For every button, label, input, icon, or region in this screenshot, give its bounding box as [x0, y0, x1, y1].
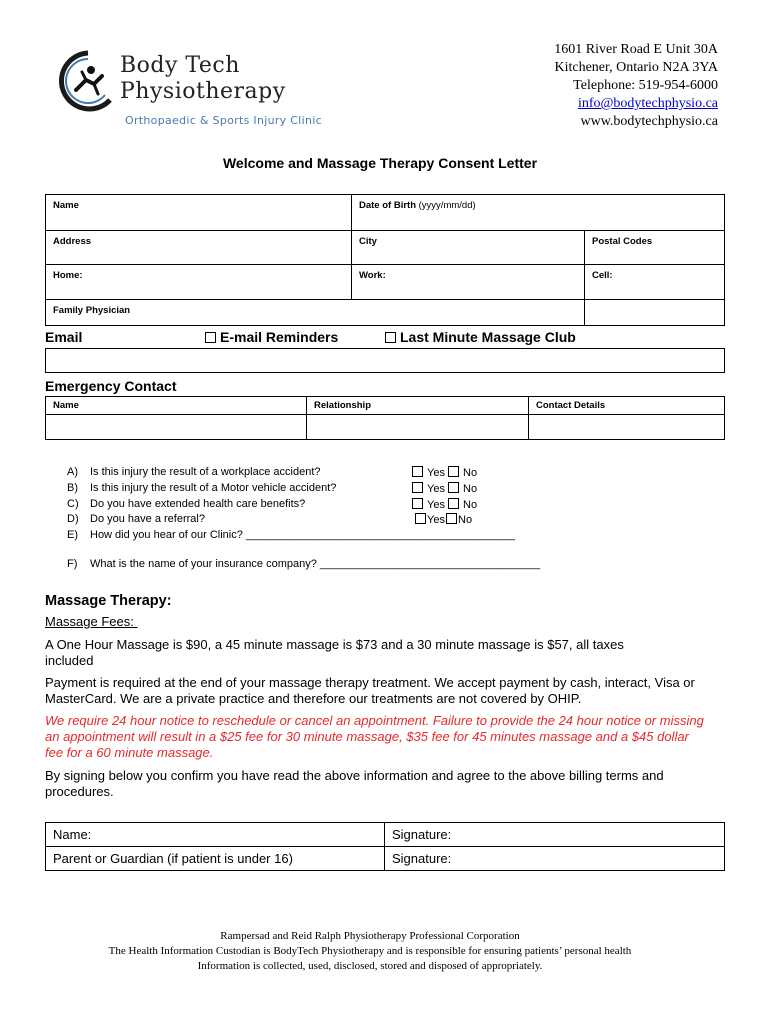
guardian-signature-label: Signature:: [392, 851, 452, 866]
clinic-address: [458, 41, 718, 131]
massage-fees-heading: Massage Fees:: [45, 614, 138, 629]
cancellation-notice: We require 24 hour notice to reschedule or cancel an appointment. Failure to provide the 24 hour notice or missing an appointment will result in a $25 fee for 30 minute massage, $35 fee for 45 minutes massage and a $45 dollar fee for a 60 minute massage.: [45, 713, 704, 760]
massage-fees-text: A One Hour Massage is $90, a 45 minute massage is $73 and a 30 minute massage is $57, all taxes included: [45, 637, 624, 668]
cell-phone-cell[interactable]: [585, 265, 725, 300]
ec-relationship-input[interactable]: [307, 415, 529, 440]
question-a: A) Is this injury the result of a workplace accident?: [67, 466, 321, 478]
yes-checkbox-c[interactable]: [412, 498, 423, 509]
logo-line-1: Body Tech: [120, 53, 240, 78]
clinic-tagline: Orthopaedic & Sports Injury Clinic: [125, 114, 322, 127]
signature-table: [45, 822, 725, 871]
yes-checkbox-a[interactable]: [412, 466, 423, 477]
address-label: Address: [53, 236, 92, 247]
ec-contact-input[interactable]: [529, 415, 725, 440]
no-checkbox-d[interactable]: [446, 513, 457, 524]
ec-contact-header: Contact Details: [529, 397, 725, 415]
email-reminders-checkbox[interactable]: [205, 332, 216, 343]
patient-name-label: Name:: [53, 827, 92, 842]
name-label: Name: [53, 200, 79, 211]
footer-line-1: Rampersad and Reid Ralph Physiotherapy Professional Corporation: [220, 930, 520, 942]
question-b: B) Is this injury the result of a Motor vehicle accident?: [67, 482, 337, 494]
email-input-box[interactable]: [45, 348, 725, 373]
patient-info-table: [45, 194, 725, 326]
ec-name-input[interactable]: [46, 415, 307, 440]
emergency-contact-heading: Emergency Contact: [45, 378, 177, 394]
massage-heading: Massage Therapy:: [45, 593, 172, 609]
no-checkbox-b[interactable]: [448, 482, 459, 493]
answer-a: Yes No: [412, 466, 477, 479]
address-line-1: 1601 River Road E Unit 30A: [554, 42, 718, 57]
question-f[interactable]: F) What is the name of your insurance company? ____________________________________: [67, 558, 541, 570]
logo-line-2: Physiotherapy: [120, 79, 286, 104]
postal-cell[interactable]: [585, 231, 725, 265]
ec-name-header: Name: [46, 397, 307, 415]
footer-line-2: The Health Information Custodian is BodyTech Physiotherapy and is responsible for ensuring patients’ personal health: [108, 945, 632, 957]
page-title: Welcome and Massage Therapy Consent Letter: [222, 155, 538, 171]
work-label: Work:: [359, 270, 386, 281]
last-minute-club-checkbox[interactable]: [385, 332, 396, 343]
ec-relationship-header: Relationship: [307, 397, 529, 415]
guardian-signature-field[interactable]: [385, 847, 725, 871]
last-minute-club-label: Last Minute Massage Club: [400, 329, 576, 345]
telephone: Telephone: 519-954-6000: [573, 78, 718, 93]
question-c: C) Do you have extended health care benefits?: [67, 498, 306, 510]
question-e[interactable]: E) How did you hear of our Clinic? ____________________________________________: [67, 529, 516, 541]
patient-signature-label: Signature:: [392, 827, 452, 842]
name-cell[interactable]: [46, 195, 352, 231]
email-label: Email: [45, 329, 83, 345]
guardian-label: Parent or Guardian (if patient is under 16): [53, 851, 293, 866]
physician-label: Family Physician: [53, 305, 131, 316]
postal-label: Postal Codes: [592, 236, 653, 247]
address-cell[interactable]: [46, 231, 352, 265]
email-link[interactable]: info@bodytechphysio.ca: [577, 96, 718, 111]
home-label: Home:: [53, 270, 83, 281]
email-reminders-label: E-mail Reminders: [220, 329, 339, 345]
signing-text: By signing below you confirm you have read the above information and agree to the above billing terms and procedures.: [45, 768, 664, 799]
footer: [0, 929, 740, 974]
cell-label: Cell:: [592, 270, 613, 281]
emergency-contact-table: [45, 396, 725, 440]
guardian-name-field[interactable]: [46, 847, 385, 871]
email-reminders-option[interactable]: [205, 329, 338, 345]
physician-extra-cell[interactable]: [585, 300, 725, 326]
answer-c: Yes No: [412, 498, 477, 511]
work-phone-cell[interactable]: [352, 265, 585, 300]
website: www.bodytechphysio.ca: [580, 114, 718, 129]
answer-b: Yes No: [412, 482, 477, 495]
footer-line-3: Information is collected, used, disclosed, stored and disposed of appropriately.: [197, 960, 543, 972]
yes-checkbox-b[interactable]: [412, 482, 423, 493]
dob-format: (yyyy/mm/dd): [418, 200, 476, 211]
dob-cell[interactable]: [352, 195, 725, 231]
city-cell[interactable]: [352, 231, 585, 265]
no-checkbox-a[interactable]: [448, 466, 459, 477]
question-d: D) Do you have a referral?: [67, 513, 205, 525]
patient-signature-field[interactable]: [385, 823, 725, 847]
address-line-2: Kitchener, Ontario N2A 3YA: [554, 60, 718, 75]
dob-label: Date of Birth: [359, 200, 416, 211]
payment-text: Payment is required at the end of your massage therapy treatment. We accept payment by cash, interact, Visa or MasterCard. We are a private practice and therefore our treatments are not covered by OHIP.: [45, 675, 695, 706]
physician-cell[interactable]: [46, 300, 585, 326]
home-phone-cell[interactable]: [46, 265, 352, 300]
logo-emblem-icon: [58, 50, 118, 112]
yes-checkbox-d[interactable]: [415, 513, 426, 524]
answer-d: Yes No: [415, 513, 472, 526]
patient-name-field[interactable]: [46, 823, 385, 847]
last-minute-club-option[interactable]: [385, 329, 576, 345]
no-checkbox-c[interactable]: [448, 498, 459, 509]
city-label: City: [359, 236, 377, 247]
